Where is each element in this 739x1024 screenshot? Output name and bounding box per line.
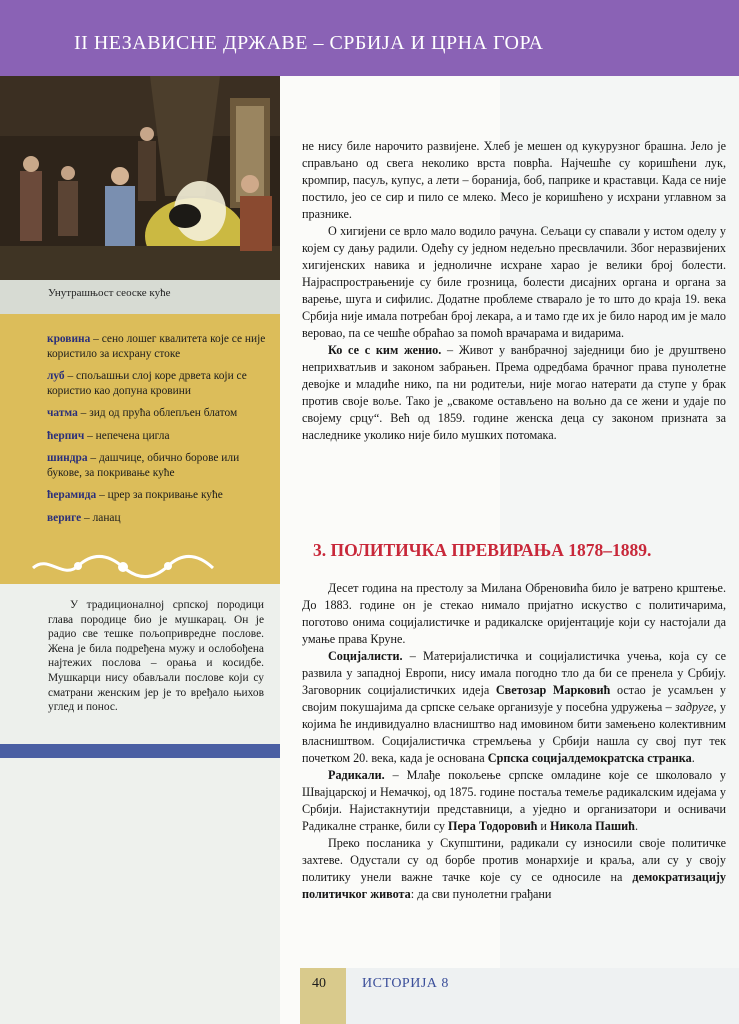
section-title: 3. ПОЛИТИЧКА ПРЕВИРАЊА 1878–1889. <box>313 540 652 560</box>
paragraph-body: . <box>691 751 695 765</box>
paragraph-lead: Ко се с ким женио. <box>328 343 442 357</box>
glossary-item <box>47 429 269 444</box>
page-number: 40 <box>312 976 326 991</box>
paragraph-body: и <box>537 819 550 833</box>
glossary-item <box>47 511 269 526</box>
glossary-definition: – зид од прућа облепљен блатом <box>80 407 238 419</box>
glossary-item <box>47 332 269 361</box>
blue-divider <box>0 744 280 758</box>
glossary-list <box>47 332 269 533</box>
glossary-item <box>47 451 269 480</box>
chapter-title: II НЕЗАВИСНЕ ДРЖАВЕ – СРБИЈА И ЦРНА ГОРА <box>74 32 544 54</box>
person-name: Никола Пашић <box>550 819 635 833</box>
paragraph-body: Преко посланика у Скупштини, радикали су износили своје политичке захтеве. Одустали су од борбе против монархије и краља, али су у своју политику унели важне тачке које су се односиле на <box>302 836 726 884</box>
glossary-term: ћерпич <box>47 429 85 442</box>
glossary-term: кровина <box>47 333 91 345</box>
person-name: Пера Тодоровић <box>448 819 538 833</box>
glossary-item <box>47 369 269 398</box>
paragraph: Десет година на престолу за Милана Обреновића било је ватрено крштење. До 1883. године он је стекао нимало пријатно искуство с политичарима, поготово онима социјалистичке и радикалске оријентације који су настојали да умање права Круне. <box>302 581 726 646</box>
glossary-definition: – ланац <box>84 511 121 524</box>
glossary-term: вериге <box>47 511 82 524</box>
left-lower-panel <box>0 758 280 1024</box>
page-header <box>0 0 739 76</box>
paragraph-body: остао је усамљен у својим покушајима да српске сељаке организује у посебна удружења – <box>302 683 726 714</box>
rural-house-illustration <box>0 76 280 280</box>
paragraph-lead: Социјалисти. <box>328 649 403 663</box>
main-text-top <box>302 138 726 444</box>
paragraph <box>302 767 726 835</box>
paragraph: О хигијени се врло мало водило рачуна. Сељаци су спавали у истом оделу у којем су дању радили. Одећу су једном недељно пресвлачили. Због неразвијених хигијенских навика и једноличне исхране харао је велики број болести. Најраспрострањеније су биле грозница, болести дисајних органа и органа за варење, шуга и сифилис. Додатне проблеме стварало је то што до краја 19. века Србија није имала потребан број лекара, а и тамо где их је било народ им је мало веровао, па се чешће обраћао за помоћ врачарама и видарима. <box>302 224 726 340</box>
glossary-term: луб <box>47 370 65 382</box>
glossary-definition: – црep за покривање куће <box>99 489 223 501</box>
interior-illustration <box>0 76 280 280</box>
glossary-definition: – спољашњи слој коре дрвета који се користио као допуна кровини <box>47 370 247 397</box>
paragraph <box>302 342 726 444</box>
glossary-definition: – непечена цигла <box>87 429 170 442</box>
paragraph-body: : да сви пунолетни грађани <box>410 887 552 901</box>
person-name: Светозар Марковић <box>495 683 611 697</box>
glossary-term: шиндра <box>47 452 88 464</box>
photo-caption: Унутрашњост сеоске куће <box>48 287 171 299</box>
paragraph-body: – Материјалистичка и социјалистичка учења, која су се развила у западној Европи, нису имала погодно тло да би се пренела у Србију. Заговорник социјалистичких идеја <box>302 649 726 697</box>
paragraph-body: . <box>634 819 638 833</box>
glossary-term: чатма <box>47 407 78 419</box>
paragraph-body: – Живот у ванбрачној заједници био је друштвено неприхватљив и законом забрањен. Према одредбама брачног права пунолетне девојке и младиће нико, па ни родитељи, није могао натерати да ступе у брак против своје воље. Тако је „свакоме остављено на вољно да се жени и удаје по својему срцу“. Већ од 1859. године женска деца су законом призната за наследнике уколико није било мушких потомака. <box>302 343 726 442</box>
main-text-bottom <box>302 580 726 903</box>
ornament-decoration <box>28 550 218 584</box>
paragraph-body: , у којима ће индивидуално власништво над имовином бити замењено колективним власништвом. Социјалистичка стремљења у Србији нашла су свој пут тек почетком 20. века, када је основана <box>302 700 726 765</box>
glossary-item <box>47 488 269 503</box>
paragraph: не нису биле нарочито развијене. Хлеб је мешен од кукурузног брашна. Јело је справљано од свега неколико врста поврћа. Најчешће су коришћени лук, кромпир, пасуљ, купус, а лети – боранија, боб, паприке и краставци. Када се није постило, јео се сир и пило се млеко. Месо је коришћено у исхрани углавном за празнике. <box>302 139 726 221</box>
glossary-item <box>47 406 269 421</box>
party-name: Српска социјалдемократска странка <box>487 751 692 765</box>
glossary-term: ћерамида <box>47 489 97 501</box>
paragraph-body: – Млађе покољење српске омладине које се школовало у Швајцарској и Немачкој, од 1875. године постаља темеље радикалским идејама у Србији. Најистакнутији представници, а уједно и организатори и оснивачи Радикалне странке, били су <box>302 768 726 833</box>
paragraph <box>302 835 726 903</box>
side-note-text: У традиционалној српској породици глава породице био је мушкарац. Он је радио све тешке пољопривредне послове. Жена је била подређена мужу и ослобођена најтежих послова – орања и косидбе. Мушкарци нису обављали послове који су сматрани женским јер је то вређало њихов углед и понос. <box>48 599 264 714</box>
paragraph-lead: Радикали. <box>328 768 385 782</box>
glossary-definition: – сено лошег квалитета које се није користило за исхрану стоке <box>47 333 266 360</box>
italic-term: задруге <box>675 700 714 714</box>
book-title: ИСТОРИЈА 8 <box>362 976 449 991</box>
paragraph <box>302 648 726 767</box>
emphasis-term: демократизацију политичког живота <box>302 870 726 901</box>
glossary-definition: – дашчице, обично борове или букове, за покривање куће <box>47 452 240 479</box>
